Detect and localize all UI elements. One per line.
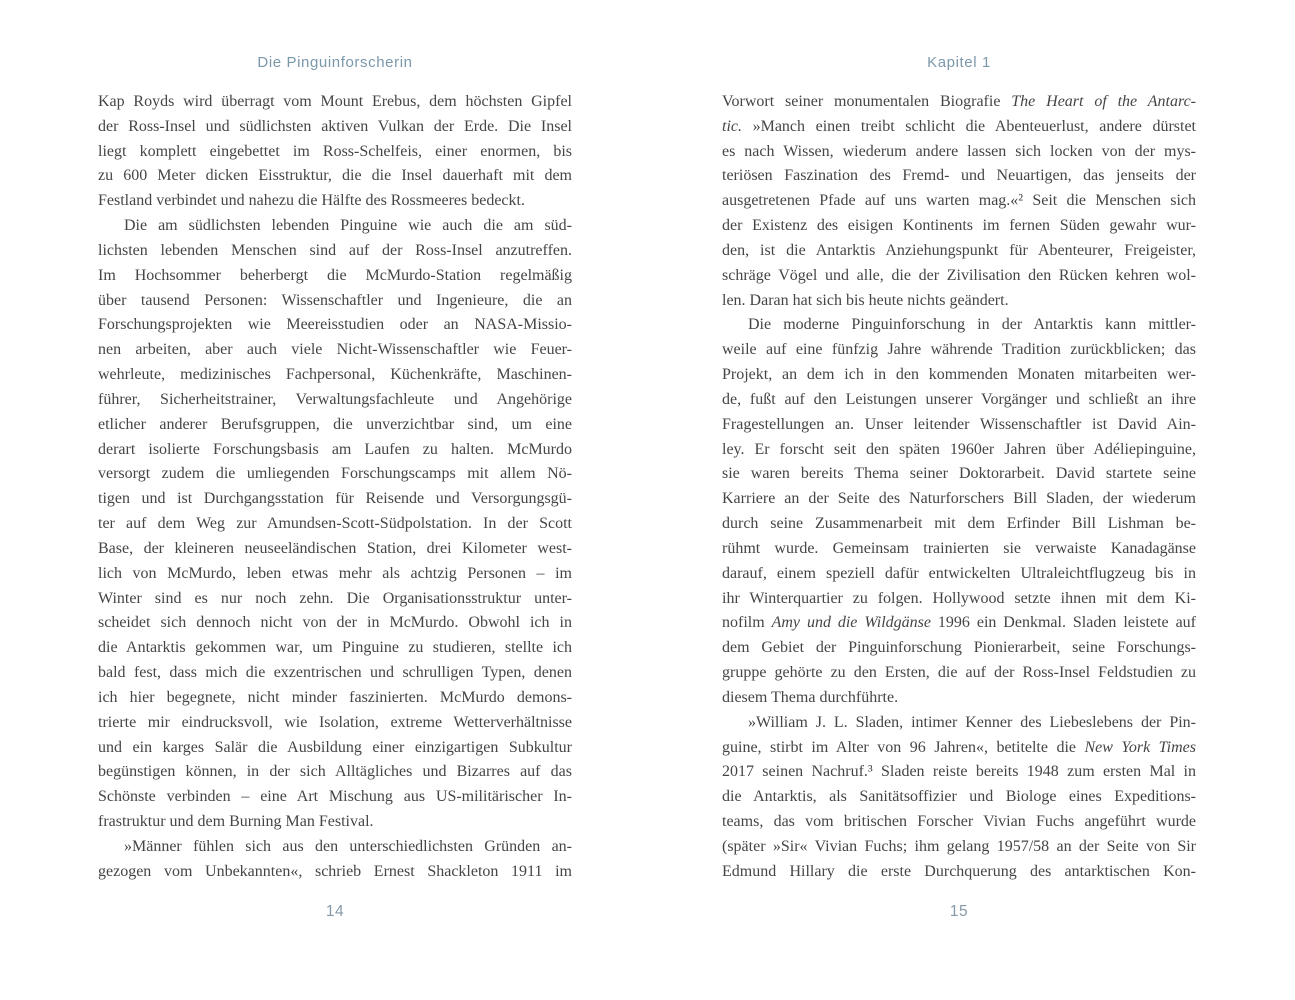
text-line: darauf, einem speziell dafür entwickelten Ultraleichtflugzeug bis in <box>722 564 1196 582</box>
italic-text: New York Times <box>1084 738 1196 756</box>
text-segment: guine, stirbt im Alter von 96 Jahren«, betitelte die <box>722 738 1085 756</box>
text-line <box>722 611 1196 636</box>
italic-text: The Heart of the Antarc- <box>1011 93 1196 110</box>
paragraph <box>98 214 572 835</box>
right-page <box>722 0 1196 1000</box>
text-line: liegt komplett eingebettet im Ross-Schelfeis, einer enormen, bis <box>98 142 572 160</box>
text-line: lich von McMurdo, leben etwas mehr als achtzig Personen – im <box>98 564 572 582</box>
paragraph <box>722 90 1196 313</box>
text-line: der Existenz des eisigen Kontinents im fernen Süden gewahr wur- <box>722 217 1196 235</box>
text-line: sie waren bereits Thema seiner Doktorarbeit. David startete seine <box>722 465 1196 483</box>
text-line: und ein karges Salär die Ausbildung einer einzigartigen Subkultur <box>98 738 572 756</box>
text-line: Karriere an der Seite des Naturforschers Bill Sladen, der wiederum <box>722 490 1196 508</box>
text-segment: nofilm <box>722 614 772 632</box>
text-line: schräge Vögel und alle, die der Zivilisation den Rücken kehren wol- <box>722 266 1196 284</box>
text-line: Schönste verbinden – eine Art Mischung aus US-militärischer In- <box>98 788 572 806</box>
text-line: Im Hochsommer beherbergt die McMurdo-Station regelmäßig <box>98 266 572 284</box>
text-segment: »Manch einen treibt schlicht die Abenteuerlust, andere dürstet <box>742 117 1196 135</box>
text-line: Kap Royds wird überragt vom Mount Erebus, dem höchsten Gipfel <box>98 93 572 110</box>
text-line: Fragestellungen an. Unser leitender Wissenschaftler ist David Ain- <box>722 415 1196 433</box>
text-line: Edmund Hillary die erste Durchquerung des antarktischen Kon- <box>722 862 1196 880</box>
italic-text: tic. <box>722 117 742 135</box>
paragraph <box>722 313 1196 710</box>
text-line: de, fußt auf den Leistungen unserer Vorgänger und schließt an ihre <box>722 390 1196 408</box>
text-line: durch seine Zusammenarbeit mit dem Erfinder Bill Lishman be- <box>722 515 1196 533</box>
text-line: »William J. L. Sladen, intimer Kenner des Liebeslebens der Pin- <box>748 713 1196 731</box>
text-line: führer, Sicherheitstrainer, Verwaltungsfachleute und Angehörige <box>98 390 572 408</box>
text-line: ihr Winterquartier zu folgen. Hollywood setzte ihnen mit dem Ki- <box>722 589 1196 607</box>
text-line: begünstigen können, in der sich Alltägliches und Bizarres auf das <box>98 763 572 781</box>
text-line: len. Daran hat sich bis heute nichts geändert. <box>722 291 1009 309</box>
italic-text: Amy und die Wildgänse <box>771 614 931 632</box>
text-line: gezogen vom Unbekannten«, schrieb Ernest Shackleton 1911 im <box>98 862 572 880</box>
text-line: rühmt wurde. Gemeinsam trainierten sie verwaiste Kanadagänse <box>722 539 1196 557</box>
text-line: trierte mir eindrucksvoll, wie Isolation, extreme Wetterverhältnisse <box>98 713 572 731</box>
text-line: »Männer fühlen sich aus den unterschiedlichsten Gründen an- <box>124 837 572 855</box>
text-line: teriösen Faszination des Fremd- und Neuartigen, das jenseits der <box>722 167 1196 185</box>
text-line: die Antarktis, als Sanitätsoffizier und Biologe eines Expeditions- <box>722 788 1196 806</box>
text-line: ausgetretenen Pfade auf uns warten mag.«² Seit die Menschen sich <box>722 192 1196 210</box>
text-line: tigen und ist Durchgangsstation für Reisende und Versorgungsgü- <box>98 490 572 508</box>
page-number-right: 15 <box>949 903 969 920</box>
text-line: Winter sind es nur noch zehn. Die Organisationsstruktur unter- <box>98 589 572 607</box>
text-line <box>722 736 1196 761</box>
text-line: ich hier begegnete, nicht minder faszinierten. McMurdo demons- <box>98 688 572 706</box>
text-line: diesem Thema durchführte. <box>722 688 899 706</box>
text-line: wehrleute, medizinisches Fachpersonal, Küchenkräfte, Maschinen- <box>98 366 572 384</box>
page-number-left: 14 <box>325 903 345 920</box>
text-line: der Ross-Insel und südlichsten aktiven Vulkan der Erde. Die Insel <box>98 117 572 135</box>
running-head-right: Kapitel 1 <box>927 54 991 71</box>
text-line: Die moderne Pinguinforschung in der Antarktis kann mittler- <box>748 316 1196 334</box>
text-line: 2017 seinen Nachruf.³ Sladen reiste bereits 1948 zum ersten Mal in <box>722 763 1196 781</box>
running-head-left: Die Pinguinforscherin <box>257 54 413 71</box>
paragraph <box>98 90 572 214</box>
text-line: es nach Wissen, wiederum andere lassen sich locken von der mys- <box>722 142 1196 160</box>
text-segment: 1996 ein Denkmal. Sladen leistete auf <box>931 614 1196 632</box>
text-segment: Vorwort seiner monumentalen Biografie <box>722 93 1012 110</box>
text-line <box>722 90 1196 115</box>
text-line: etlicher anderer Berufsgruppen, die unverzichtbar sind, um eine <box>98 415 572 433</box>
paragraph <box>722 711 1196 885</box>
text-line: über tausend Personen: Wissenschaftler und Ingenieure, die an <box>98 291 572 309</box>
text-line: lichsten lebenden Menschen sind auf der Ross-Insel anzutreffen. <box>98 241 572 259</box>
text-line: die Antarktis gekommen war, um Pinguine zu studieren, stellte ich <box>98 639 572 657</box>
text-line: ley. Er forscht seit den späten 1960er Jahren über Adéliepinguine, <box>722 440 1196 458</box>
text-line: Projekt, an dem ich in den kommenden Monaten mitarbeiten wer- <box>722 366 1196 384</box>
text-line: (später »Sir« Vivian Fuchs; ihm gelang 1957/58 an der Seite von Sir <box>722 837 1196 855</box>
text-line <box>722 115 1196 140</box>
text-line: dem Gebiet der Pinguinforschung Pionierarbeit, seine Forschungs- <box>722 639 1196 657</box>
body-text-left <box>98 90 572 885</box>
paragraph <box>98 835 572 885</box>
text-line: Die am südlichsten lebenden Pinguine wie auch die am süd- <box>124 217 572 235</box>
text-line: bald fest, dass mich die exzentrischen und schrulligen Typen, denen <box>98 664 572 682</box>
text-line: ter auf dem Weg zur Amundsen-Scott-Südpolstation. In der Scott <box>98 515 572 533</box>
text-line: gruppe gehörte zu den Ersten, die auf der Ross-Insel Feldstudien zu <box>722 664 1196 682</box>
text-line: den, ist die Antarktis Anziehungspunkt für Abenteurer, Freigeister, <box>722 241 1196 259</box>
text-line: versorgt zudem die umliegenden Forschungscamps mit allem Nö- <box>98 465 572 483</box>
text-line: nen arbeiten, aber auch viele Nicht-Wissenschaftler wie Feuer- <box>98 341 572 359</box>
text-line: Festland verbindet und nahezu die Hälfte des Rossmeeres bedeckt. <box>98 192 525 210</box>
text-line: derart isolierte Forschungsbasis am Laufen zu halten. McMurdo <box>98 440 572 458</box>
text-line: zu 600 Meter dicken Eisstruktur, die die Insel dauerhaft mit dem <box>98 167 572 185</box>
text-line: scheidet sich dennoch nicht von der in McMurdo. Obwohl ich in <box>98 614 572 632</box>
text-line: weile auf eine fünfzig Jahre währende Tradition zurückblicken; das <box>722 341 1196 359</box>
left-page <box>98 0 572 1000</box>
text-line: teams, das vom britischen Forscher Vivian Fuchs angeführt wurde <box>722 813 1196 831</box>
body-text-right <box>722 90 1196 885</box>
text-line: frastruktur und dem Burning Man Festival. <box>98 813 374 831</box>
text-line: Base, der kleineren neuseeländischen Station, drei Kilometer west- <box>98 539 572 557</box>
text-line: Forschungsprojekten wie Meereisstudien oder an NASA-Missio- <box>98 316 572 334</box>
